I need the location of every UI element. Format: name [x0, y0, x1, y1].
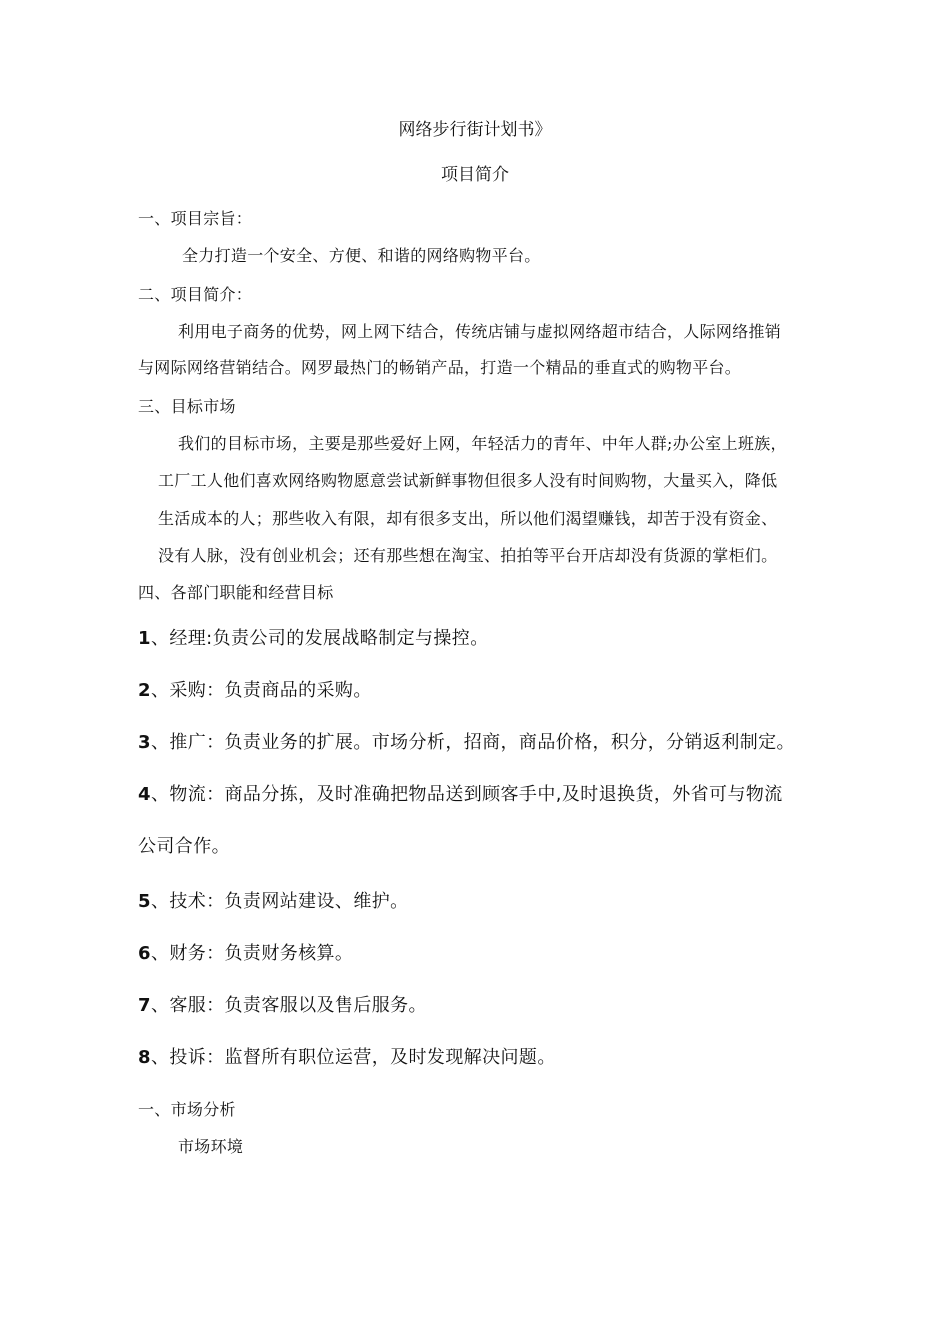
- paragraph-line: 利用电子商务的优势，网上网下结合，传统店铺与虚拟网络超市结合，人际网络推销: [178, 322, 782, 341]
- item-text: 、物流：商品分拣，及时准确把物品送到顾客手中,及时退换货，外省可与物流: [150, 784, 783, 805]
- section-heading-departments: 四、各部门职能和经营目标: [138, 583, 334, 602]
- department-item: [138, 1043, 556, 1069]
- item-number: 8: [138, 1047, 151, 1068]
- item-number: 6: [138, 943, 151, 964]
- document-title: 网络步行街计划书》: [398, 120, 552, 140]
- section-heading-purpose: 一、项目宗旨：: [138, 209, 253, 228]
- item-number: 2: [138, 680, 151, 701]
- department-item-continuation: 公司合作。: [138, 836, 230, 857]
- section-heading-intro: 二、项目简介：: [138, 285, 253, 304]
- document-subtitle: 项目简介: [441, 165, 509, 185]
- department-item: [138, 728, 795, 754]
- department-item: [138, 780, 783, 806]
- item-number: 1: [138, 628, 151, 649]
- item-text: 、客服：负责客服以及售后服务。: [150, 995, 427, 1016]
- item-text: 、投诉：监督所有职位运营，及时发现解决问题。: [150, 1047, 556, 1068]
- department-item: [138, 887, 409, 913]
- section-body-purpose: 全力打造一个安全、方便、和谐的网络购物平台。: [182, 246, 541, 265]
- paragraph-line: 生活成本的人；那些收入有限，却有很多支出，所以他们渴望赚钱，却苦于没有资金、: [158, 509, 778, 528]
- paragraph-line: 工厂工人他们喜欢网络购物愿意尝试新鲜事物但很多人没有时间购物，大量买入，降低: [158, 471, 778, 490]
- department-item: [138, 676, 372, 702]
- item-text: 、推广：负责业务的扩展。市场分析，招商，商品价格，积分，分销返利制定。: [150, 732, 795, 753]
- department-item: [138, 991, 427, 1017]
- paragraph-line: 与网际网络营销结合。网罗最热门的畅销产品，打造一个精品的垂直式的购物平台。: [138, 358, 742, 377]
- paragraph-line: 没有人脉，没有创业机会；还有那些想在淘宝、拍拍等平台开店却没有货源的掌柜们。: [158, 546, 778, 565]
- department-item: [138, 624, 489, 650]
- subsection-heading-market-environment: 市场环境: [178, 1137, 244, 1156]
- paragraph-line: 我们的目标市场，主要是那些爱好上网，年轻活力的青年、中年人群;办公室上班族，: [178, 434, 787, 453]
- item-text: 、技术：负责网站建设、维护。: [150, 891, 409, 912]
- item-number: 7: [138, 995, 151, 1016]
- department-item: [138, 939, 353, 965]
- item-number: 4: [138, 784, 151, 805]
- item-text: 、经理:负责公司的发展战略制定与操控。: [150, 628, 489, 649]
- item-number: 5: [138, 891, 151, 912]
- section-heading-market-analysis: 一、市场分析: [138, 1100, 236, 1119]
- item-number: 3: [138, 732, 151, 753]
- section-heading-target-market: 三、目标市场: [138, 397, 236, 416]
- item-text: 、财务：负责财务核算。: [150, 943, 354, 964]
- item-text: 、采购：负责商品的采购。: [150, 680, 372, 701]
